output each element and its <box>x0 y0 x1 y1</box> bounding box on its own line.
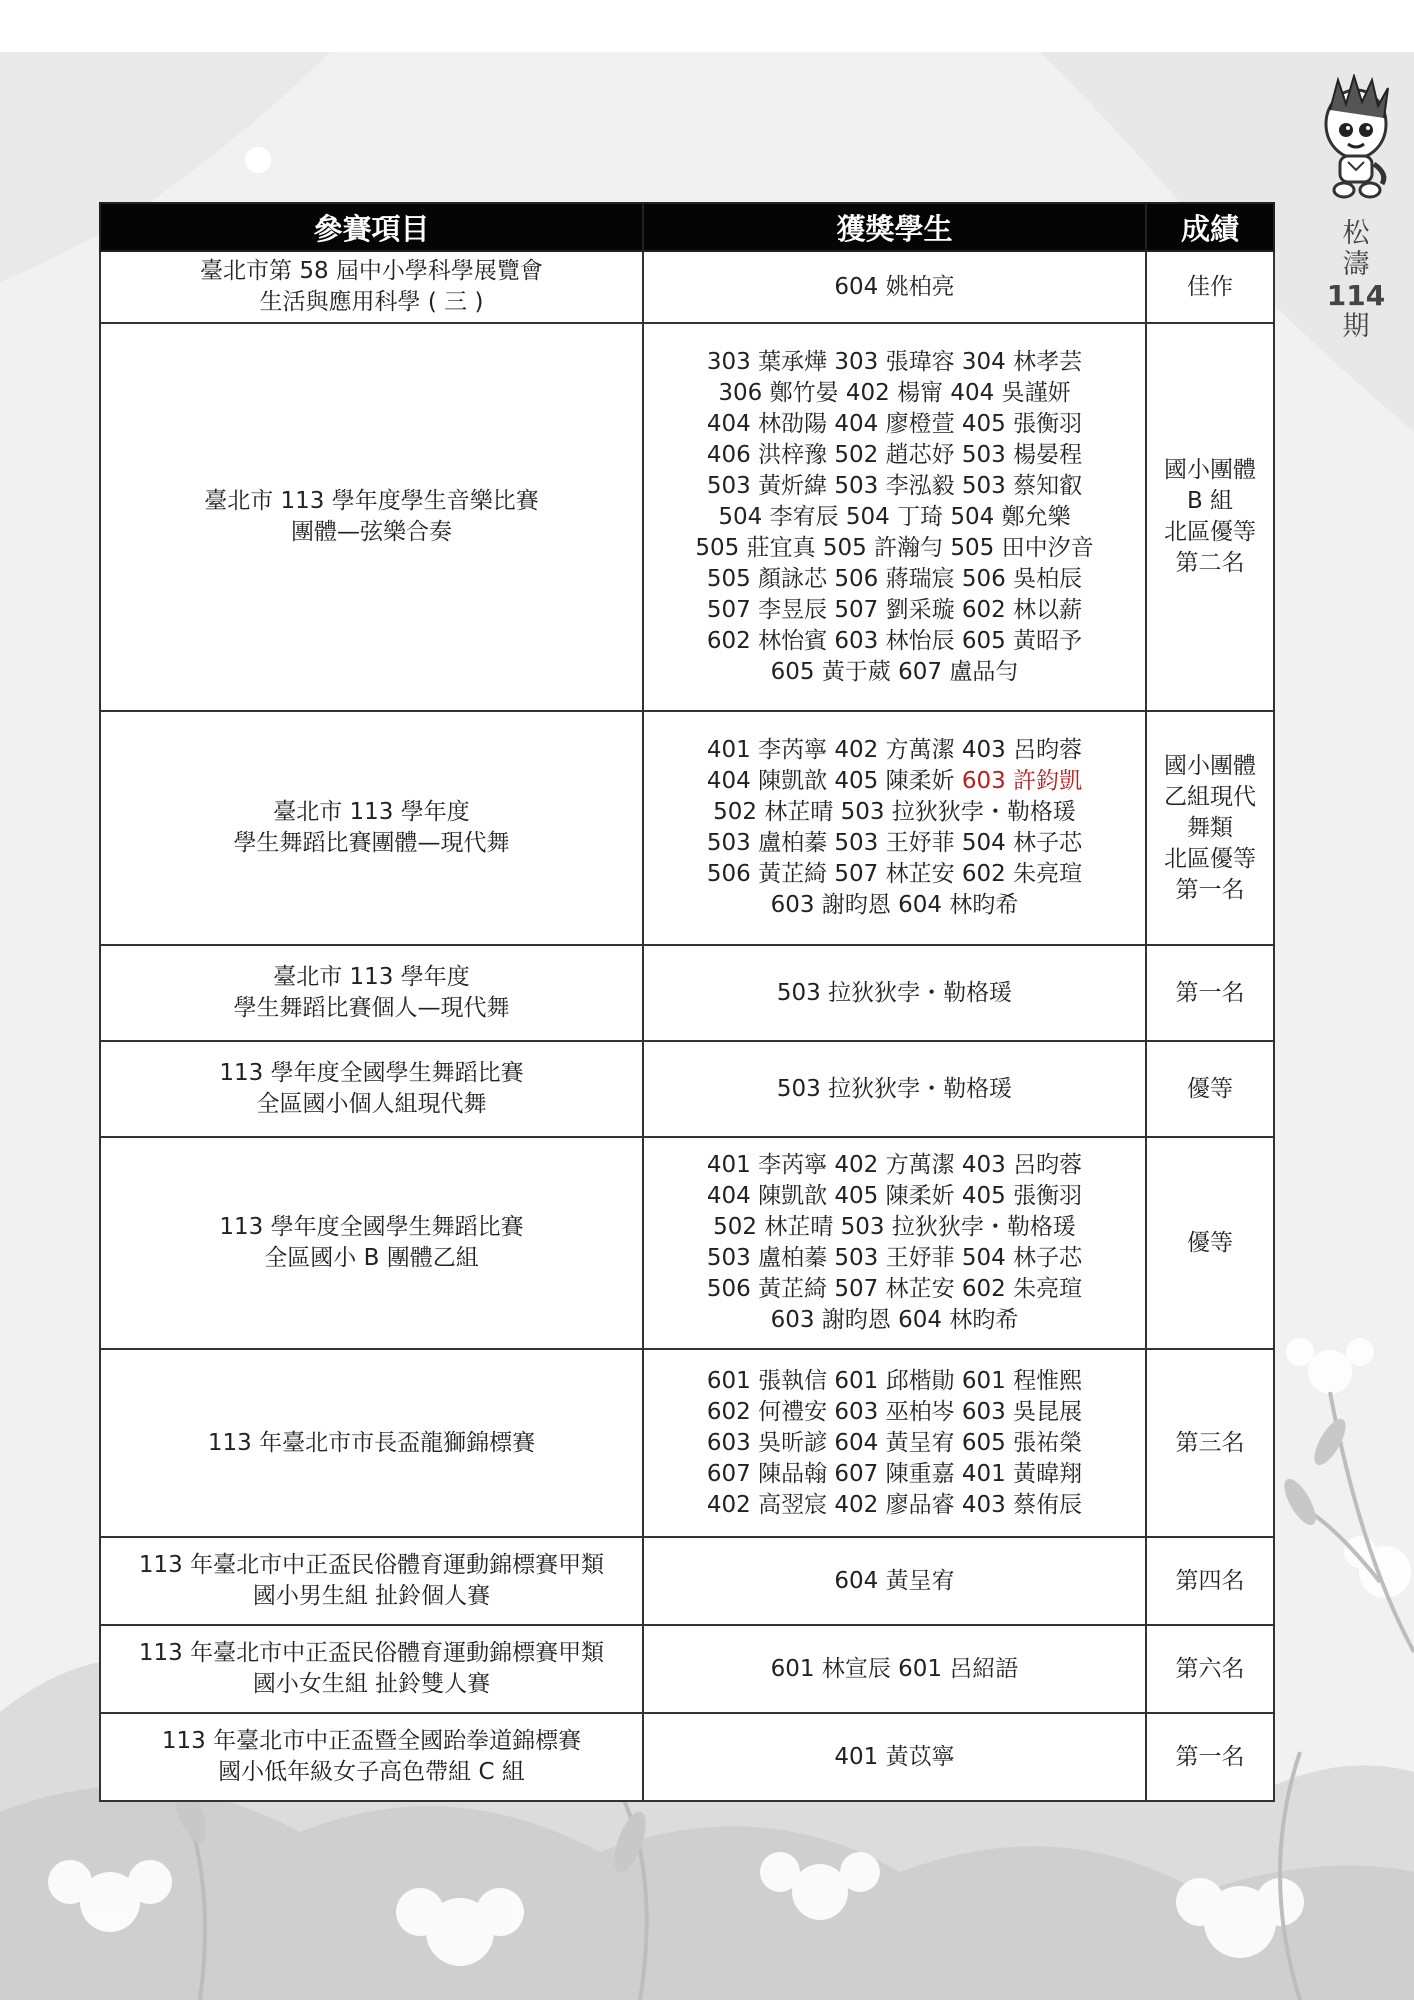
awards-table <box>99 202 1275 1802</box>
header-students: 獲獎學生 <box>643 203 1146 251</box>
table-header-row <box>100 203 1274 251</box>
magazine-name-char-2: 濤 <box>1342 249 1370 280</box>
students-line <box>652 766 1137 797</box>
students-line: 603 吳昕諺 604 黃呈宥 605 張祐榮 <box>706 1429 1083 1456</box>
event-line: 國小女生組 扯鈴雙人賽 <box>252 1671 491 1697</box>
event-cell <box>100 1349 643 1537</box>
highlighted-student: 603 許鈞凱 <box>961 768 1083 794</box>
event-line: 臺北市 113 學年度 <box>273 964 470 990</box>
students-line: 601 林宣辰 601 呂紹語 <box>770 1655 1019 1682</box>
result-line: 第四名 <box>1175 1567 1245 1594</box>
event-cell <box>100 945 643 1041</box>
students-cell <box>643 323 1146 711</box>
result-line: 第二名 <box>1175 550 1245 576</box>
result-cell <box>1146 945 1274 1041</box>
students-cell <box>643 945 1146 1041</box>
event-cell <box>100 1041 643 1137</box>
students-text: 404 陳凱歆 405 陳柔妡 <box>706 768 955 794</box>
students-cell <box>643 1537 1146 1625</box>
students-cell <box>643 1625 1146 1713</box>
students-line: 406 洪梓豫 502 趙芯妤 503 楊晏程 <box>706 441 1083 468</box>
students-line: 503 黃炘緯 503 李泓毅 503 蔡知叡 <box>706 472 1083 499</box>
students-line: 503 盧柏蓁 503 王妤菲 504 林子芯 <box>706 1245 1083 1271</box>
event-cell <box>100 1625 643 1713</box>
students-line: 502 林芷晴 503 拉狄狄孛・勒格瑗 <box>713 1214 1076 1240</box>
mascot-icon <box>1318 74 1394 204</box>
event-cell <box>100 1137 643 1349</box>
students-cell <box>643 1137 1146 1349</box>
header-result: 成績 <box>1146 203 1274 251</box>
event-line: 團體—弦樂合奏 <box>291 519 452 545</box>
event-line: 113 學年度全國學生舞蹈比賽 <box>219 1060 524 1086</box>
result-line: 乙組現代 <box>1164 783 1256 810</box>
students-line: 303 葉承燁 303 張瑋容 304 林孝芸 <box>706 348 1083 375</box>
result-line: 北區優等 <box>1164 519 1256 545</box>
result-line: 佳作 <box>1187 273 1233 300</box>
students-line: 602 何禮安 603 巫柏岑 603 吳昆展 <box>706 1398 1083 1425</box>
result-line: 第一名 <box>1175 1743 1245 1770</box>
event-cell <box>100 1537 643 1625</box>
students-line: 502 林芷晴 503 拉狄狄孛・勒格瑗 <box>713 799 1076 825</box>
event-line: 學生舞蹈比賽個人—現代舞 <box>233 995 510 1021</box>
table-row <box>100 711 1274 945</box>
top-margin <box>0 0 1414 52</box>
table-row <box>100 945 1274 1041</box>
event-line: 學生舞蹈比賽團體—現代舞 <box>233 830 510 856</box>
students-line: 604 姚柏亮 <box>834 273 955 300</box>
students-line: 506 黃芷綺 507 林芷安 602 朱亮瑄 <box>706 861 1083 887</box>
event-line: 國小低年級女子高色帶組 C 組 <box>218 1759 525 1785</box>
result-cell <box>1146 1349 1274 1537</box>
result-line: 第三名 <box>1175 1429 1245 1456</box>
header-event: 參賽項目 <box>100 203 643 251</box>
result-cell <box>1146 1713 1274 1801</box>
table-row <box>100 1137 1274 1349</box>
students-line: 604 黃呈宥 <box>834 1567 955 1594</box>
students-cell <box>643 251 1146 323</box>
students-line: 404 陳凱歆 405 陳柔妡 405 張衡羽 <box>706 1183 1083 1209</box>
students-line: 401 李芮寧 402 方萬潔 403 呂昀蓉 <box>706 737 1083 763</box>
students-line: 601 張執信 601 邱楷勛 601 程惟熙 <box>706 1367 1083 1394</box>
result-line: B 組 <box>1186 488 1234 514</box>
table-row <box>100 1349 1274 1537</box>
event-line: 113 年臺北市中正盃民俗體育運動錦標賽甲類 <box>138 1552 605 1578</box>
event-line: 113 年臺北市中正盃暨全國跆拳道錦標賽 <box>161 1728 582 1754</box>
students-line: 602 林怡賓 603 林怡辰 605 黃昭予 <box>706 627 1083 654</box>
event-line: 113 年臺北市中正盃民俗體育運動錦標賽甲類 <box>138 1640 605 1666</box>
event-cell <box>100 1713 643 1801</box>
table-row <box>100 1713 1274 1801</box>
result-cell <box>1146 1137 1274 1349</box>
event-line: 國小男生組 扯鈴個人賽 <box>252 1583 491 1609</box>
magazine-name-char-1: 松 <box>1342 218 1370 249</box>
table-row <box>100 1625 1274 1713</box>
students-line: 401 黃苡寧 <box>834 1743 955 1770</box>
result-line: 北區優等 <box>1164 845 1256 872</box>
result-line: 國小團體 <box>1164 457 1256 483</box>
event-cell <box>100 323 643 711</box>
result-line: 國小團體 <box>1164 752 1256 779</box>
students-line: 503 拉狄狄孛・勒格瑗 <box>776 1075 1013 1102</box>
event-line: 113 學年度全國學生舞蹈比賽 <box>219 1214 524 1240</box>
event-line: 113 年臺北市市長盃龍獅錦標賽 <box>207 1429 536 1456</box>
students-line: 505 顏詠芯 506 蔣瑞宸 506 吳柏辰 <box>706 565 1083 592</box>
event-line: 臺北市 113 學年度學生音樂比賽 <box>204 488 539 514</box>
students-line: 504 李宥辰 504 丁琦 504 鄭允樂 <box>718 503 1071 530</box>
students-line: 402 高翌宸 402 廖品睿 403 蔡侑辰 <box>706 1491 1083 1518</box>
result-line: 第一名 <box>1175 979 1245 1006</box>
students-line: 401 李芮寧 402 方萬潔 403 呂昀蓉 <box>706 1152 1083 1178</box>
table-row <box>100 1537 1274 1625</box>
students-line: 605 黃于葳 607 盧品勻 <box>770 658 1019 685</box>
result-cell <box>1146 251 1274 323</box>
table-row <box>100 251 1274 323</box>
event-cell <box>100 251 643 323</box>
event-line: 全區國小個人組現代舞 <box>256 1091 487 1117</box>
students-line: 503 盧柏蓁 503 王妤菲 504 林子芯 <box>706 830 1083 856</box>
students-line: 506 黃芷綺 507 林芷安 602 朱亮瑄 <box>706 1276 1083 1302</box>
result-line: 第六名 <box>1175 1655 1245 1682</box>
event-line: 全區國小 B 團體乙組 <box>264 1245 479 1271</box>
students-line: 607 陳品翰 607 陳重嘉 401 黃暐翔 <box>706 1460 1083 1487</box>
result-line: 第一名 <box>1175 876 1245 903</box>
event-line: 臺北市 113 學年度 <box>273 799 470 825</box>
result-cell <box>1146 711 1274 945</box>
table-row <box>100 1041 1274 1137</box>
result-cell <box>1146 323 1274 711</box>
students-line: 306 鄭竹晏 402 楊甯 404 吳謹妍 <box>718 379 1071 406</box>
students-line: 507 李昱辰 507 劉采璇 602 林以薪 <box>706 596 1083 623</box>
issue-suffix: 期 <box>1342 311 1370 342</box>
students-cell <box>643 711 1146 945</box>
issue-number: 114 <box>1326 279 1386 312</box>
table-row <box>100 323 1274 711</box>
result-cell <box>1146 1537 1274 1625</box>
students-cell <box>643 1349 1146 1537</box>
students-line: 603 謝昀恩 604 林昀希 <box>770 892 1019 918</box>
event-line: 生活與應用科學 ( 三 ) <box>259 289 484 315</box>
result-cell <box>1146 1041 1274 1137</box>
students-line: 505 莊宜真 505 許瀚勻 505 田中汐音 <box>695 534 1094 561</box>
result-line: 優等 <box>1187 1229 1233 1256</box>
result-cell <box>1146 1625 1274 1713</box>
students-cell <box>643 1713 1146 1801</box>
students-line: 603 謝昀恩 604 林昀希 <box>770 1307 1019 1333</box>
result-line: 舞類 <box>1187 814 1233 841</box>
students-line: 503 拉狄狄孛・勒格瑗 <box>776 979 1013 1006</box>
students-line: 404 林劭陽 404 廖橙萱 405 張衡羽 <box>706 410 1083 437</box>
issue-label <box>1306 218 1406 342</box>
event-cell <box>100 711 643 945</box>
result-line: 優等 <box>1187 1075 1233 1102</box>
students-cell <box>643 1041 1146 1137</box>
event-line: 臺北市第 58 屆中小學科學展覽會 <box>200 258 543 284</box>
